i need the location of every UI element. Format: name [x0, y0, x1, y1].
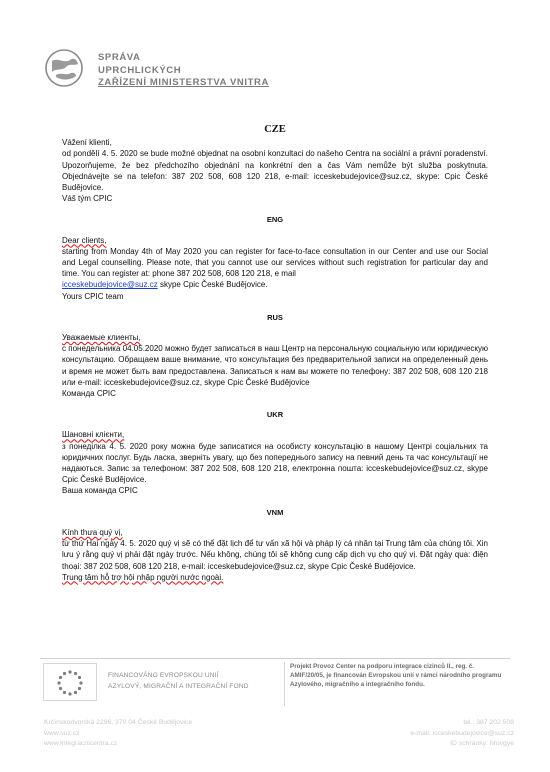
eng-body-text: starting from Monday 4th of May 2020 you can register for face-to-face consultation in our Center and use our Social and Legal counselling. Please note, that you cannot use our services without such registration for particular day and time. You can register at: phone 387 202 508, 608 120 218, e mail	[62, 246, 488, 279]
ukr-greeting: Шановні клієнти,	[62, 430, 125, 440]
footer-address-block	[44, 718, 192, 750]
footer-web-2[interactable]: www.integracnicentra.cz	[44, 740, 118, 747]
vnm-body: từ thứ Hai ngày 4. 5. 2020 quý vị sẽ có thể đặt lịch để tư vấn xã hội và pháp lý cá nhân tại Trung tâm của chúng tôi. Xin lưu ý rằng quý vị phải đặt ngày trước. Nếu không, chúng tôi sẽ không cung cấp dịch vụ cho quý vị. Đặt ngày qua: điện thoại: 387 202 508, 608 120 218, e-mail: icceskebudejovice@suz.cz, skype Cpic České Budějovice.	[62, 539, 488, 571]
rus-signoff: Команда CPIC	[62, 389, 116, 399]
vnm-greeting: Kính thưa quý vị,	[62, 527, 123, 537]
eng-email-link[interactable]: icceskebudejovice@suz.cz	[62, 280, 158, 290]
footer-divider	[40, 658, 510, 659]
eng-skype: skype Cpic České Budějovice.	[159, 280, 268, 290]
notice-body	[62, 124, 488, 583]
cze-greeting: Vážení klienti,	[62, 138, 112, 148]
cze-signoff: Váš tým CPIC	[62, 194, 113, 204]
org-line-1: SPRÁVA	[98, 52, 141, 63]
footer-contact-block	[410, 718, 514, 750]
eng-signoff: Yours CPIC team	[62, 291, 124, 301]
eu-line-1: FINANCOVÁNO EVROPSKOU UNIÍ	[108, 672, 219, 679]
footer-address: Krčínskodvorská 2296, 370 04 České Budějovice	[44, 719, 193, 726]
rus-greeting: Уважаемые клиенты,	[62, 333, 141, 343]
cze-heading: CZE	[264, 124, 286, 135]
eu-funding-text	[108, 671, 249, 692]
project-note: Projekt Provoz Center na podporu integrace cizinců II., reg. č. AMIF/20/05, je financován Evropskou unií v rámci národního programu Azylového, migračního a integračního fondu.	[290, 663, 502, 688]
eng-body	[62, 246, 488, 291]
vnm-signoff: Trung tâm hỗ trợ hội nhập người nước ngoài.	[62, 572, 224, 582]
eng-greeting: Dear clients,	[62, 235, 107, 245]
eng-heading: ENG	[266, 215, 284, 225]
cze-body: od pondělí 4. 5. 2020 se bude možné objednat na osobní konzultaci do našeho Centra na sociální a právní poradenství. Upozorňujeme, že bez předchozího objednání na konkrétní den a čas Vám nemůže být služba poskytnuta. Objednávejte se na telefon: 387 202 508, 608 120 218, e-mail: icceskebudejovice@suz.cz, skype: Cpic České Budějovice.	[62, 149, 488, 193]
footer-datovka: ID schránky: hruvgye	[450, 740, 514, 747]
eu-flag-icon	[43, 663, 97, 701]
footer-separator	[284, 662, 285, 706]
ukr-signoff: Ваша команда CPIC	[62, 486, 138, 496]
rus-body: с понедельника 04.05.2020 можно будет записаться в наш Центр на персональную социальную или юридическую консультацию. Обращаем ваше внимание, что консультация без предварительной записи на определенный день и время не может быть вам предоставлена. Записаться к нам вы можете по телефону: 387 202 508, 608 120 218 или e-mail: icceskebudejovice@suz.cz, skype Cpic České Budějovice	[62, 344, 488, 387]
eu-line-2: AZYLOVÝ, MIGRAČNÍ A INTEGRAČNÍ FOND	[108, 682, 249, 690]
ukr-heading: UKR	[266, 410, 284, 420]
rus-heading: RUS	[267, 312, 283, 322]
letterhead	[44, 44, 504, 104]
vnm-heading: VNM	[266, 507, 284, 517]
footer-tel: tel.: 387 202 508	[463, 719, 514, 726]
org-line-2: UPRCHLICKÝCH	[98, 64, 182, 76]
footer-web-1[interactable]: www.suz.cz	[44, 729, 80, 737]
ukr-body: з понеділка 4. 5. 2020 року можна буде записатися на особисту консультацію в нашому Центрі соціальних та юридичних послуг. Будь ласка, зверніть увагу, що без попереднього запису на певний день та час консультації не надаються. Запис за телефоном: 387 202 508, 608 120 218, електронна пошта: icceskebudejovice@suz.cz, skype Cpic České Budějovice.	[62, 441, 488, 485]
org-line-3: ZAŘÍZENÍ MINISTERSTVA VNITRA	[98, 77, 269, 88]
globe-logo-icon	[44, 48, 84, 88]
footer-email[interactable]: e-mail: icceskebudejovice@suz.cz	[410, 729, 514, 737]
organization-name	[98, 52, 269, 90]
